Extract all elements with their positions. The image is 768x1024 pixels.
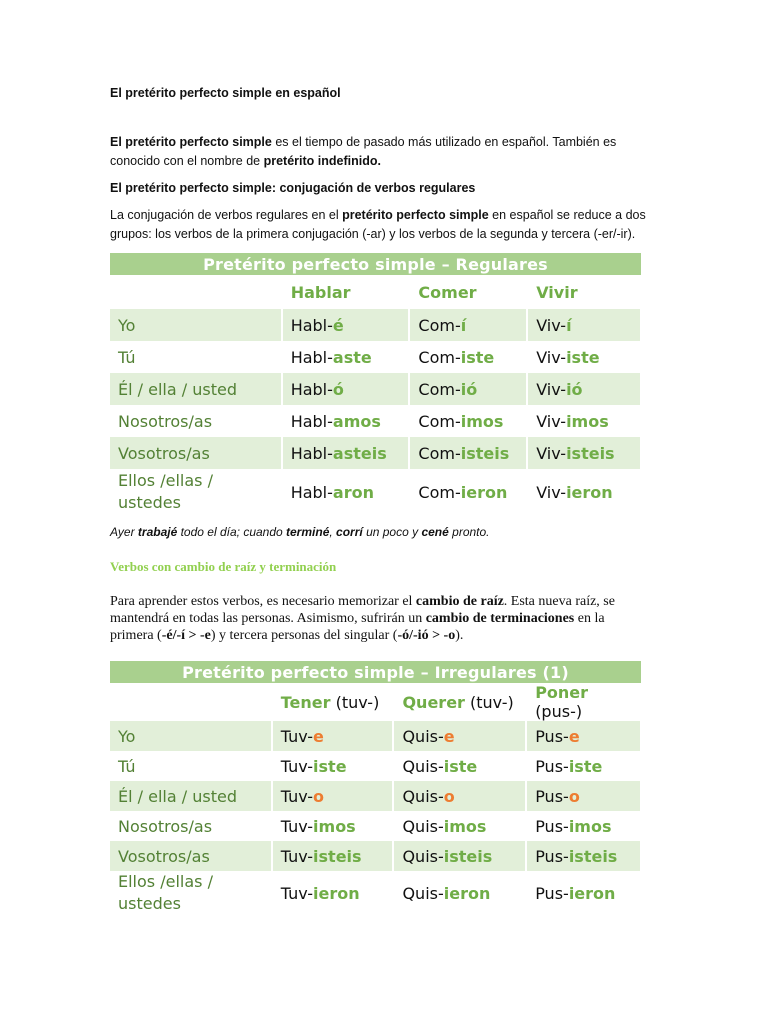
ending-text: ó	[332, 379, 344, 399]
pronoun-cell: Nosotros/as	[110, 811, 272, 841]
conjugation-cell	[409, 437, 527, 469]
table-row	[110, 469, 641, 515]
verb-header-hablar: Hablar	[282, 275, 410, 309]
ending-text: é	[332, 315, 344, 335]
example-bold-4: cené	[421, 525, 449, 539]
section1-heading: El pretérito perfecto simple: conjugación de verbos regulares	[110, 181, 476, 195]
section2-text-4: ) y tercera personas del singular (	[210, 628, 398, 643]
conjugation-cell	[272, 841, 394, 871]
conjugation-cell	[527, 405, 641, 437]
verb-header-vivir: Vivir	[527, 275, 641, 309]
table-row	[110, 405, 641, 437]
example-bold-2: terminé	[286, 525, 330, 539]
verb-header-comer: Comer	[409, 275, 527, 309]
stem-text: Quis-	[402, 846, 444, 866]
stem-text: Tuv-	[280, 786, 314, 806]
section2-bold-2: cambio de terminaciones	[425, 611, 575, 626]
ending-text: e	[568, 726, 580, 746]
stem-text: Habl-	[290, 482, 333, 502]
stem-text: Pus-	[535, 883, 569, 903]
pronoun-cell: Vosotros/as	[110, 437, 282, 469]
ending-text: o	[443, 786, 455, 806]
ending-text: isteis	[443, 846, 493, 866]
pronoun-cell: Ellos /ellas / ustedes	[110, 871, 272, 915]
stem-text: Quis-	[402, 816, 444, 836]
conjugation-cell	[272, 751, 394, 781]
stem-text: Tuv-	[280, 816, 314, 836]
pronoun-cell: Vosotros/as	[110, 841, 272, 871]
ending-text: isteis	[460, 443, 510, 463]
stem-text: Habl-	[290, 315, 333, 335]
stem-text: Com-	[418, 443, 461, 463]
verb-header-querer	[393, 683, 526, 721]
conjugation-cell	[526, 841, 641, 871]
ending-text: asteis	[332, 443, 387, 463]
verb-poner: Poner	[535, 683, 589, 702]
ending-text: e	[313, 726, 324, 746]
table-row	[110, 341, 641, 373]
ending-text: imos	[460, 411, 504, 431]
conjugation-cell	[393, 871, 526, 915]
conjugation-cell	[282, 373, 410, 405]
stem-text: Tuv-	[280, 756, 314, 776]
section1-text-2: en español se reduce a dos grupos: los verbos de la primera conjugación (-ar) y los verbos de la segunda y tercera (-er/-ir).	[110, 208, 646, 241]
conjugation-cell	[282, 309, 410, 341]
stem-text: Tuv-	[280, 726, 314, 746]
ending-text: amos	[332, 411, 381, 431]
ending-text: o	[313, 786, 325, 806]
conjugation-cell	[393, 781, 526, 811]
stem-text: Viv-	[536, 379, 567, 399]
stem-tener: (tuv-)	[330, 692, 380, 712]
ending-text: í	[460, 315, 467, 335]
pronoun-cell: Él / ella / usted	[110, 781, 272, 811]
stem-text: Com-	[418, 315, 461, 335]
stem-text: Pus-	[535, 816, 569, 836]
stem-text: Pus-	[535, 756, 569, 776]
stem-text: Com-	[418, 482, 461, 502]
stem-text: Quis-	[402, 786, 444, 806]
regulares-body	[110, 309, 641, 515]
conjugation-cell	[282, 469, 410, 515]
conjugation-cell	[527, 373, 641, 405]
verb-querer: Querer	[402, 692, 465, 712]
ending-text: í	[566, 315, 572, 335]
stem-text: Habl-	[290, 347, 333, 367]
conjugation-cell	[527, 341, 641, 373]
ending-text: ió	[460, 379, 478, 399]
conjugation-cell	[527, 437, 641, 469]
intro-paragraph	[110, 133, 650, 171]
ending-text: ieron	[443, 883, 491, 903]
stem-text: Habl-	[290, 411, 333, 431]
ending-text: iste	[460, 347, 495, 367]
section2-bold-3: -é/-í > -e	[161, 628, 211, 643]
regulares-table	[110, 253, 642, 515]
pronoun-cell: Yo	[110, 309, 282, 341]
example-text-5: pronto.	[448, 525, 490, 539]
table-row	[110, 309, 641, 341]
section2-text-5: ).	[455, 628, 464, 643]
irregulares-caption: Pretérito perfecto simple – Irregulares (1)	[110, 661, 641, 683]
conjugation-cell	[409, 373, 527, 405]
example-bold-3: corrí	[336, 525, 363, 539]
section2-text-1: Para aprender estos verbos, es necesario memorizar el	[110, 594, 416, 609]
stem-text: Tuv-	[280, 883, 314, 903]
ending-text: ieron	[566, 482, 613, 502]
conjugation-cell	[409, 469, 527, 515]
ending-text: iste	[443, 756, 478, 776]
pronoun-cell: Yo	[110, 721, 272, 751]
ending-text: aron	[332, 482, 374, 502]
stem-text: Habl-	[290, 443, 333, 463]
stem-querer: (tuv-)	[464, 692, 514, 712]
stem-text: Tuv-	[280, 846, 314, 866]
verb-header-tener	[272, 683, 394, 721]
conjugation-cell	[272, 721, 394, 751]
ending-text: imos	[568, 816, 612, 836]
section2-text-3: en la primera (	[110, 611, 605, 643]
ending-text: iste	[568, 756, 603, 776]
conjugation-cell	[526, 751, 641, 781]
example-text-3: ,	[329, 525, 337, 539]
stem-text: Pus-	[535, 846, 569, 866]
stem-text: Com-	[418, 347, 461, 367]
ending-text: ieron	[313, 883, 360, 903]
intro-bold-1: El pretérito perfecto simple	[110, 135, 272, 149]
document-page	[110, 86, 650, 915]
irregulares-table	[110, 661, 642, 915]
ending-text: imos	[566, 411, 609, 431]
conjugation-cell	[526, 781, 641, 811]
verb-header-poner	[526, 683, 641, 721]
table-row	[110, 751, 641, 781]
section2-bold-4: -ó/-ió > -o	[397, 628, 456, 643]
table-row	[110, 781, 641, 811]
ending-text: o	[568, 786, 580, 806]
stem-text: Quis-	[402, 883, 444, 903]
conjugation-cell	[409, 405, 527, 437]
conjugation-cell	[526, 721, 641, 751]
irregulares-body	[110, 721, 641, 915]
ending-text: aste	[332, 347, 372, 367]
pronoun-cell: Tú	[110, 341, 282, 373]
verb-tener: Tener	[280, 692, 331, 712]
irregulares-corner-cell	[110, 683, 272, 721]
conjugation-cell	[526, 811, 641, 841]
conjugation-cell	[393, 811, 526, 841]
ending-text: imos	[443, 816, 487, 836]
ending-text: isteis	[566, 443, 615, 463]
pronoun-cell: Ellos /ellas / ustedes	[110, 469, 282, 515]
example-text-4: un poco y	[362, 525, 422, 539]
stem-text: Quis-	[402, 726, 444, 746]
ending-text: ió	[566, 379, 583, 399]
example-text-2: todo el día; cuando	[177, 525, 287, 539]
section2-heading: Verbos con cambio de raíz y terminación	[110, 559, 337, 574]
document-title: El pretérito perfecto simple en español	[110, 86, 341, 100]
conjugation-cell	[272, 781, 394, 811]
conjugation-cell	[393, 721, 526, 751]
section1-text-1: La conjugación de verbos regulares en el	[110, 208, 343, 222]
ending-text: iste	[313, 756, 347, 776]
section2-paragraph	[110, 593, 650, 644]
intro-text-1: es el tiempo de pasado más utilizado en español. También es conocido con el nombre de	[110, 135, 617, 168]
table-row	[110, 373, 641, 405]
conjugation-cell	[282, 437, 410, 469]
stem-text: Habl-	[290, 379, 333, 399]
conjugation-cell	[409, 341, 527, 373]
conjugation-cell	[272, 811, 394, 841]
regulares-corner-cell	[110, 275, 282, 309]
example-sentence	[110, 525, 650, 539]
conjugation-cell	[393, 751, 526, 781]
ending-text: isteis	[568, 846, 618, 866]
conjugation-cell	[527, 309, 641, 341]
ending-text: isteis	[313, 846, 362, 866]
stem-text: Viv-	[536, 443, 567, 463]
conjugation-cell	[409, 309, 527, 341]
ending-text: ieron	[460, 482, 508, 502]
intro-bold-2: pretérito indefinido.	[263, 154, 381, 168]
ending-text: imos	[313, 816, 356, 836]
stem-text: Viv-	[536, 411, 567, 431]
pronoun-cell: Tú	[110, 751, 272, 781]
stem-text: Viv-	[536, 482, 567, 502]
ending-text: iste	[566, 347, 600, 367]
pronoun-cell: Él / ella / usted	[110, 373, 282, 405]
conjugation-cell	[282, 341, 410, 373]
conjugation-cell	[527, 469, 641, 515]
stem-text: Pus-	[535, 786, 569, 806]
section1-paragraph	[110, 206, 650, 244]
stem-text: Com-	[418, 379, 461, 399]
stem-text: Pus-	[535, 726, 569, 746]
example-text-1: Ayer	[110, 525, 138, 539]
table-row	[110, 811, 641, 841]
table-row	[110, 437, 641, 469]
pronoun-cell: Nosotros/as	[110, 405, 282, 437]
table-row	[110, 841, 641, 871]
regulares-caption: Pretérito perfecto simple – Regulares	[110, 253, 641, 275]
stem-text: Quis-	[402, 756, 444, 776]
stem-poner: (pus-)	[535, 702, 583, 721]
section1-bold-1: pretérito perfecto simple	[342, 208, 489, 222]
table-row	[110, 871, 641, 915]
ending-text: ieron	[568, 883, 616, 903]
section2-bold-1: cambio de raíz	[415, 594, 504, 609]
conjugation-cell	[282, 405, 410, 437]
conjugation-cell	[393, 841, 526, 871]
stem-text: Viv-	[536, 315, 567, 335]
conjugation-cell	[272, 871, 394, 915]
table-row	[110, 721, 641, 751]
ending-text: e	[443, 726, 455, 746]
section2-text-2: . Esta nueva raíz, se mantendrá en todas las personas. Asimismo, sufrirán un	[110, 594, 615, 626]
conjugation-cell	[526, 871, 641, 915]
stem-text: Viv-	[536, 347, 567, 367]
example-bold-1: trabajé	[137, 525, 178, 539]
stem-text: Com-	[418, 411, 461, 431]
